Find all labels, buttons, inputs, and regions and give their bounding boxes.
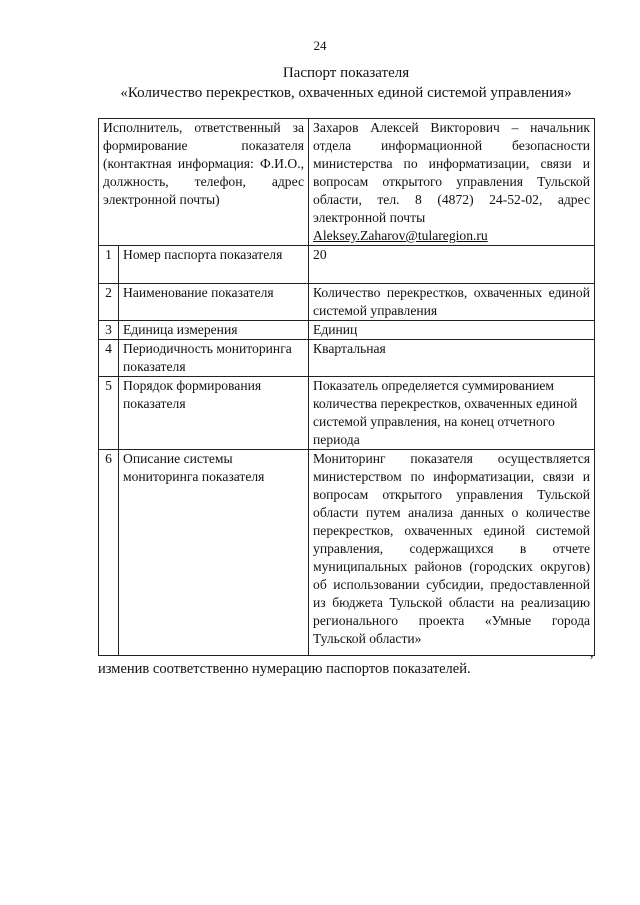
table-row <box>99 321 595 340</box>
row-number: 2 <box>99 284 119 321</box>
executor-row <box>99 119 595 246</box>
row-label: Периодичность мониторинга показателя <box>119 340 309 377</box>
row-number: 4 <box>99 340 119 377</box>
table-row <box>99 450 595 656</box>
page-number: 24 <box>313 38 327 53</box>
table-row <box>99 284 595 321</box>
row-value: 20 <box>309 246 595 284</box>
executor-text: Захаров Алексей Викторович – начальник отдела информационной безопасности министерства по информатизации, связи и вопросам открытого управления Тульской области, тел. 8 (4872) 24-52-02, адрес электронной почты <box>313 120 591 225</box>
row-label: Наименование показателя <box>119 284 309 321</box>
row-value: Показатель определяется суммированием количества перекрестков, охваченных единой системой управления, на конец отчетного периода <box>309 377 595 450</box>
row-value: Мониторинг показателя осуществляется министерством по информатизации, связи и вопросам открытого управления Тульской области путем анализа данных о количестве перекрестков, охваченных единой системой управления, содержащихся в отчете муниципальных районов (городских округов) об использовании субсидии, предоставленной из бюджета Тульской области на реализацию регионального проекта «Умные города Тульской области» <box>309 450 595 656</box>
row-number: 6 <box>99 450 119 656</box>
document-title: Паспорт показателя <box>282 65 410 81</box>
row-number: 1 <box>99 246 119 284</box>
row-value: Квартальная <box>309 340 595 377</box>
row-label: Единица измерения <box>119 321 309 340</box>
row-value: Количество перекрестков, охваченных единой системой управления <box>309 284 595 321</box>
row-number: 3 <box>99 321 119 340</box>
executor-value <box>309 119 595 246</box>
row-number: 5 <box>99 377 119 450</box>
table-row <box>99 246 595 284</box>
row-value: Единиц <box>309 321 595 340</box>
executor-label: Исполнитель, ответственный за формирование показателя (контактная информация: Ф.И.О., должность, телефон, адрес электронной почты) <box>99 119 309 246</box>
executor-email-link[interactable]: Aleksey.Zaharov@tularegion.ru <box>313 228 488 243</box>
indicator-passport-table <box>98 118 595 656</box>
row-label: Номер паспорта показателя <box>119 246 309 284</box>
document-subtitle: «Количество перекрестков, охваченных единой системой управления» <box>120 85 572 101</box>
row-label: Порядок формирования показателя <box>119 377 309 450</box>
trailing-comma: , <box>590 646 594 661</box>
row-label: Описание системы мониторинга показателя <box>119 450 309 656</box>
table-row <box>99 377 595 450</box>
table-row <box>99 340 595 377</box>
footer-text: изменив соответственно нумерацию паспортов показателей. <box>98 661 471 677</box>
